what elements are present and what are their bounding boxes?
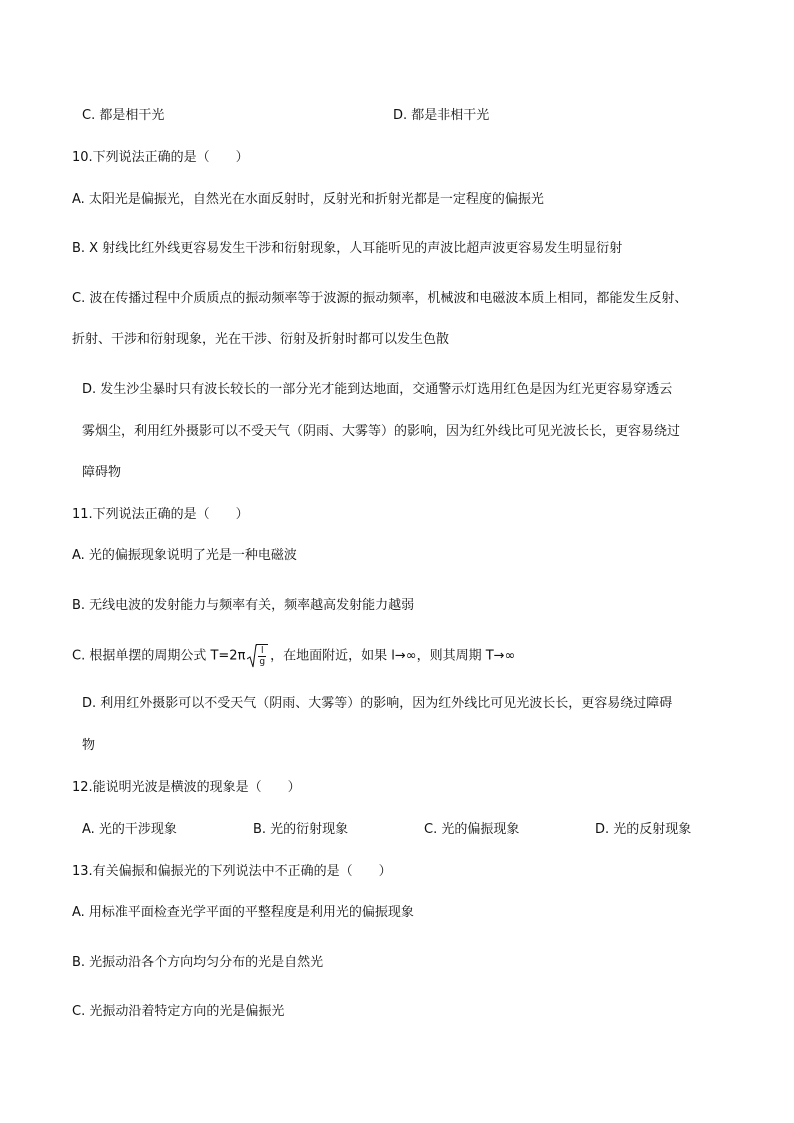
q10-option-c-line2: 折射、干涉和衍射现象，光在干涉、衍射及折射时都可以发生色散 [72, 332, 450, 347]
formula-numerator: l [258, 646, 266, 657]
q12-option-a: A. 光的干涉现象 [82, 822, 177, 837]
q13-option-c: C. 光振动沿着特定方向的光是偏振光 [72, 1004, 285, 1019]
q11-option-c [72, 644, 515, 668]
q9-option-c: C. 都是相干光 [82, 108, 165, 123]
q13-stem: 13.有关偏振和偏振光的下列说法中不正确的是（ ） [72, 864, 392, 879]
q10-option-a: A. 太阳光是偏振光，自然光在水面反射时，反射光和折射光都是一定程度的偏振光 [72, 192, 544, 207]
q12-stem: 12.能说明光波是横波的现象是（ ） [72, 780, 301, 795]
q13-option-a: A. 用标准平面检查光学平面的平整程度是利用光的偏振现象 [72, 905, 414, 920]
formula-denominator: g [259, 657, 266, 667]
q10-option-d-line3: 障碍物 [82, 465, 122, 480]
q10-stem: 10.下列说法正确的是（ ） [72, 150, 249, 165]
q10-option-b: B. X 射线比红外线更容易发生干涉和衍射现象，人耳能听见的声波比超声波更容易发生明显衍射 [72, 241, 623, 256]
q11-option-d-line1: D. 利用红外摄影可以不受天气（阴雨、大雾等）的影响，因为红外线比可见光波长长，更容易绕过障碍 [82, 696, 673, 711]
q11-option-c-prefix: C. 根据单摆的周期公式 T=2π [72, 648, 246, 664]
q11-option-d-line2: 物 [82, 738, 96, 753]
q11-stem: 11.下列说法正确的是（ ） [72, 507, 249, 522]
pendulum-formula-sqrt [247, 644, 268, 668]
q10-option-c-line1: C. 波在传播过程中介质质点的振动频率等于波源的振动频率，机械波和电磁波本质上相同，都能发生反射、 [72, 291, 688, 306]
q12-option-d: D. 光的反射现象 [595, 822, 692, 837]
q10-option-d-line2: 雾烟尘，利用红外摄影可以不受天气（阴雨、大雾等）的影响，因为红外线比可见光波长长，更容易绕过 [82, 424, 681, 439]
q12-option-c: C. 光的偏振现象 [424, 822, 520, 837]
q11-option-a: A. 光的偏振现象说明了光是一种电磁波 [72, 548, 297, 563]
q9-option-d: D. 都是非相干光 [393, 108, 490, 123]
q13-option-b: B. 光振动沿各个方向均匀分布的光是自然光 [72, 955, 324, 970]
q11-option-b: B. 无线电波的发射能力与频率有关，频率越高发射能力越弱 [72, 598, 415, 613]
q10-option-d-line1: D. 发生沙尘暴时只有波长较长的一部分光才能到达地面，交通警示灯选用红色是因为红光更容易穿透云 [82, 382, 673, 397]
q12-option-b: B. 光的衍射现象 [253, 822, 349, 837]
q11-option-c-suffix: ，在地面附近，如果 l→∞，则其周期 T→∞ [270, 648, 516, 664]
